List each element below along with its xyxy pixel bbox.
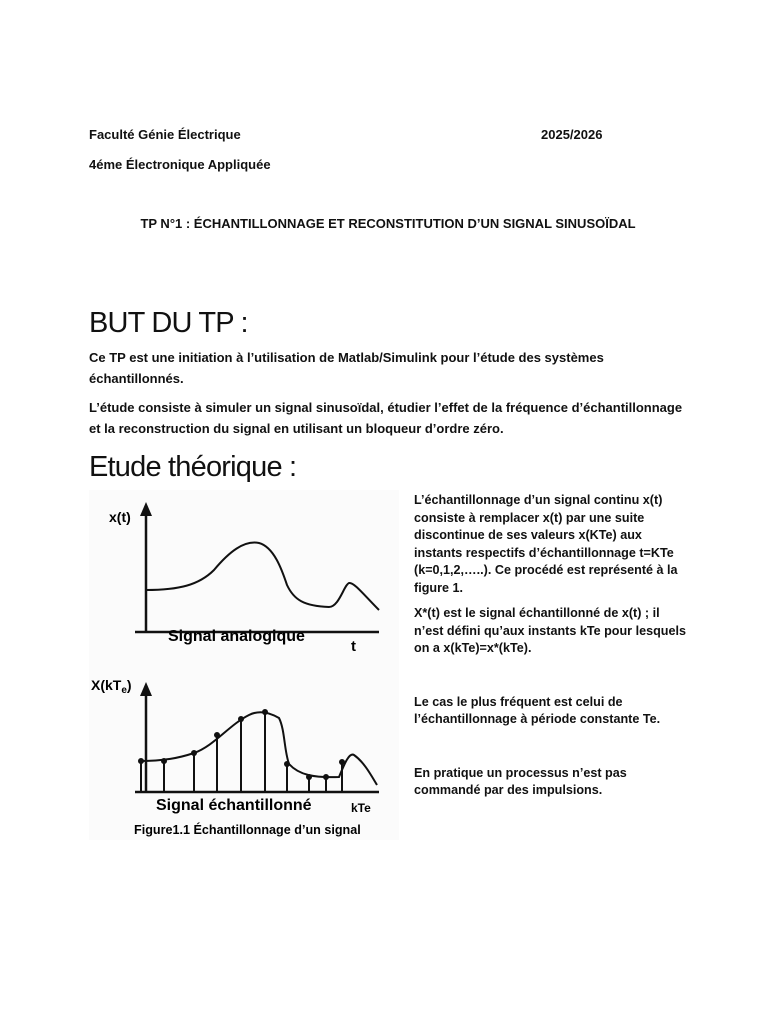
sample-point xyxy=(323,774,329,780)
tp-title: TP N°1 : ÉCHANTILLONNAGE ET RECONSTITUTION D’UN SIGNAL SINUSOÏDAL xyxy=(140,216,636,231)
sampling-figure xyxy=(89,490,399,840)
sample-point xyxy=(191,750,197,756)
sampled-signal-label: Signal échantillonné xyxy=(156,797,312,814)
sample-point xyxy=(306,774,312,780)
sample-point xyxy=(238,716,244,722)
theory-text xyxy=(414,492,689,800)
analog-x-label: t xyxy=(351,638,356,655)
sample-point xyxy=(284,761,290,767)
sample-point xyxy=(138,758,144,764)
analog-signal-label: Signal analogique xyxy=(168,628,305,645)
figure-caption: Figure1.1 Échantillonnage d’un signal xyxy=(134,823,361,837)
sample-point xyxy=(161,758,167,764)
class-level: 4éme Électronique Appliquée xyxy=(89,157,271,172)
sampled-y-label: $X(kT_e)$ xyxy=(91,677,132,696)
sample-point xyxy=(262,709,268,715)
sampled-x-label: kTe xyxy=(351,801,371,815)
sample-point xyxy=(214,732,220,738)
theory-paragraph-3: Le cas le plus fréquent est celui de l’échantillonnage à période constante Te. xyxy=(414,694,661,726)
figure-background xyxy=(89,490,399,840)
but-heading: BUT DU TP : xyxy=(89,307,248,339)
academic-year: 2025/2026 xyxy=(541,127,603,142)
analog-y-label: x(t) xyxy=(109,509,131,525)
but-paragraph-1: Ce TP est une initiation à l’utilisation de Matlab/Simulink pour l’étude des systèmes échantillonnés. xyxy=(89,350,604,386)
theory-paragraph-1: L’échantillonnage d’un signal continu x(t) consiste à remplacer x(t) par une suite discontinue de ses valeurs x(KTe) aux instants respectifs d’échantillonnage t=KTe (k=0,1,2,…..). Ce procédé est représenté à la figure 1. xyxy=(414,493,678,595)
theory-paragraph-4: En pratique un processus n’est pas commandé par des impulsions. xyxy=(414,765,627,797)
theory-paragraph-2: X*(t) est le signal échantillonné de x(t) ; il n’est défini qu’aux instants kTe pour lesquels on a x(kTe)=x*(kTe). xyxy=(414,606,686,655)
faculty-name: Faculté Génie Électrique xyxy=(89,127,241,142)
sample-point xyxy=(339,759,345,765)
but-paragraph-2: L’étude consiste à simuler un signal sinusoïdal, étudier l’effet de la fréquence d’échantillonnage et la reconstruction du signal en utilisant un bloqueur d’ordre zéro. xyxy=(89,400,683,436)
etude-heading: Etude théorique : xyxy=(89,451,297,483)
